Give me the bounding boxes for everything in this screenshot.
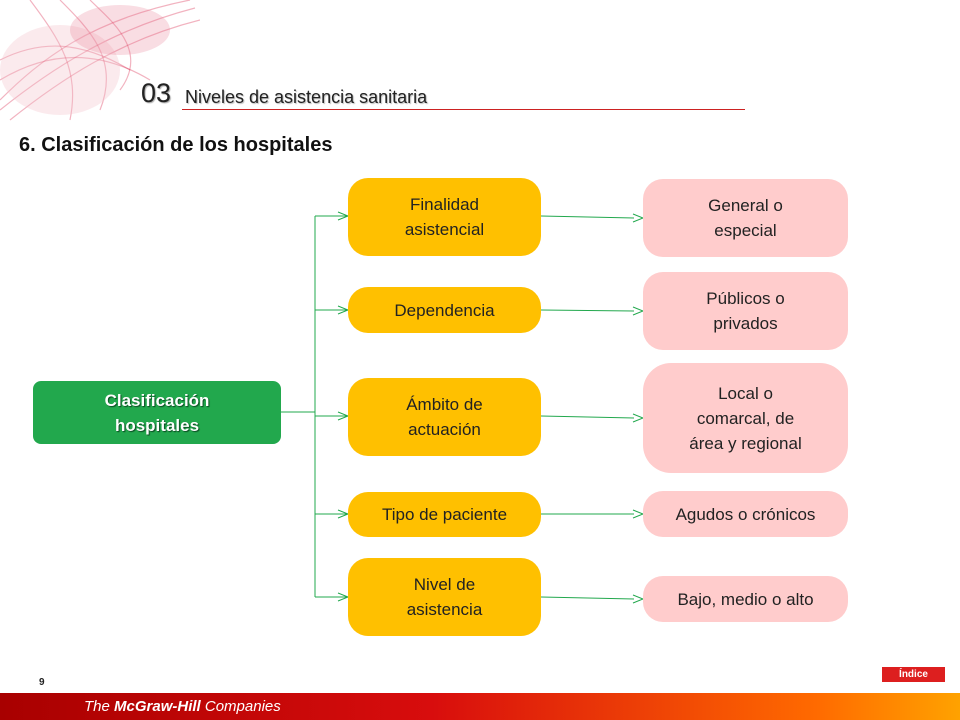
- publisher-logo: [84, 699, 281, 714]
- category-label: Dependencia: [394, 300, 495, 320]
- category-node-tipo-paciente: [348, 492, 541, 537]
- page-number: 9: [39, 677, 45, 688]
- value-label: Agudos o crónicos: [675, 504, 816, 524]
- category-label: Ámbito de actuación: [406, 395, 483, 439]
- value-arrow-1: [541, 216, 634, 218]
- logo-suffix: Companies: [200, 698, 281, 715]
- value-label: Local o comarcal, de área y regional: [689, 383, 802, 453]
- value-label: Bajo, medio o alto: [677, 589, 814, 609]
- value-node-local-regional: [643, 363, 848, 473]
- category-node-nivel: [348, 558, 541, 636]
- logo-prefix: The: [84, 698, 115, 715]
- value-label: General o especial: [708, 196, 783, 240]
- value-node-agudos-cronicos: [643, 491, 848, 537]
- value-node-general-especial: [643, 179, 848, 257]
- arrowhead-10: [633, 595, 643, 603]
- chapter-title: Niveles de asistencia sanitaria: [185, 87, 428, 107]
- chapter-number: 03: [141, 78, 172, 108]
- index-button[interactable]: Índice: [882, 667, 945, 682]
- category-label: Tipo de paciente: [381, 505, 508, 524]
- slide-title: 6. Clasificación de los hospitales: [19, 134, 333, 156]
- value-arrow-2: [541, 310, 634, 311]
- value-label: Públicos o privados: [706, 289, 785, 333]
- value-node-bajo-medio-alto: [643, 576, 848, 622]
- arrowhead-6: [633, 214, 643, 222]
- category-node-ambito: [348, 378, 541, 456]
- arrowhead-7: [633, 307, 643, 315]
- category-label: Nivel de asistencia: [406, 575, 483, 619]
- logo-brand: McGraw-Hill: [114, 698, 201, 715]
- value-arrow-3: [541, 416, 634, 418]
- category-node-finalidad: [348, 178, 541, 256]
- root-node-label: Clasificación hospitales: [104, 390, 210, 435]
- value-node-publicos-privados: [643, 272, 848, 350]
- arrowhead-9: [633, 510, 643, 518]
- category-label: Finalidad asistencial: [404, 195, 485, 239]
- root-node: [33, 381, 281, 444]
- arrowhead-8: [633, 414, 643, 422]
- category-node-dependencia: [348, 287, 541, 333]
- value-arrow-5: [541, 597, 634, 599]
